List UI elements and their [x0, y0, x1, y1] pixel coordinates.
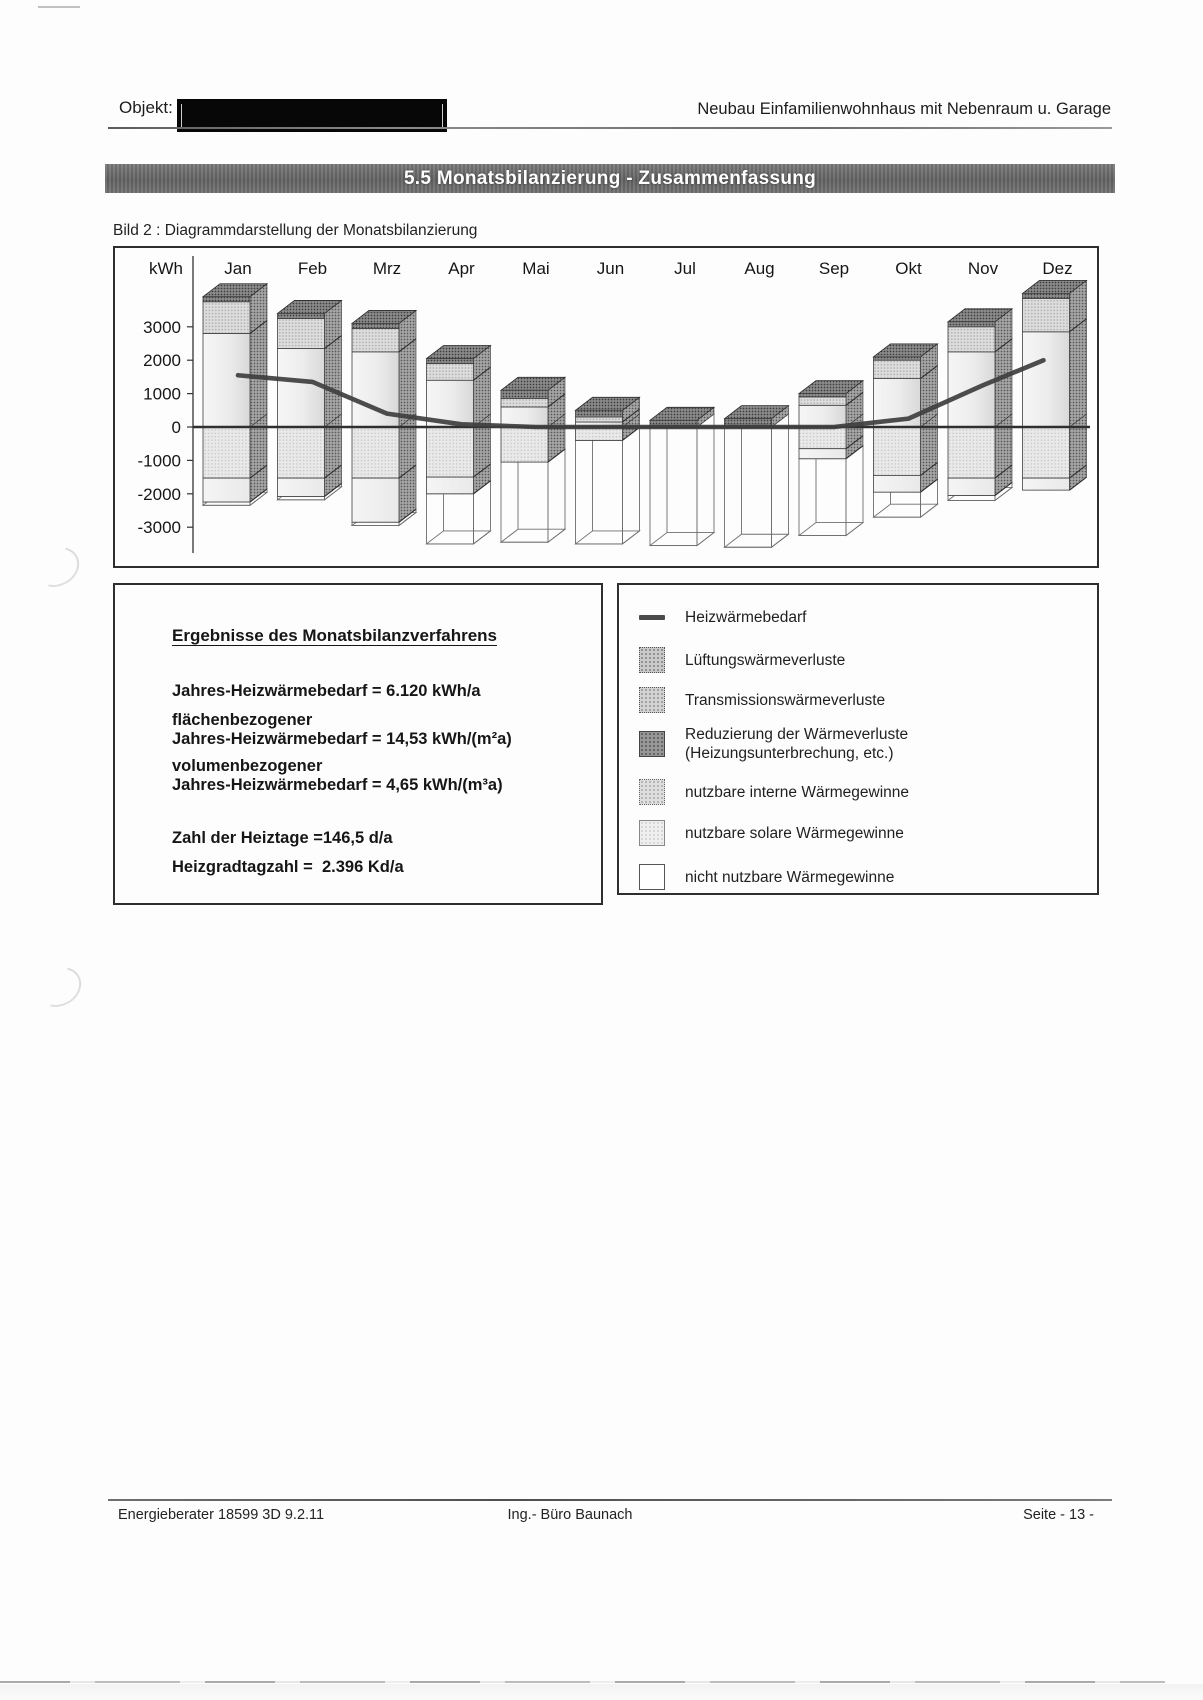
- svg-text:2000: 2000: [143, 351, 181, 371]
- svg-text:Mai: Mai: [522, 259, 550, 278]
- solar-swatch-icon: [639, 820, 665, 846]
- scan-artifact-bottom-fuzz: [0, 1684, 1203, 1700]
- heating-days: Zahl der Heiztage =146,5 d/a: [172, 829, 393, 847]
- scan-artifact-arc: [30, 959, 88, 1014]
- project-title: Neubau Einfamilienwohnhaus mit Nebenraum u. Garage: [697, 100, 1111, 118]
- objekt-label: Objekt:: [119, 98, 173, 117]
- legend-item-solare-waermegewinne: nutzbare solare Wärmegewinne: [639, 820, 904, 846]
- volume-related-heat-demand: volumenbezogener Jahres-Heizwärmebedarf = 4,65 kWh/(m³a): [172, 757, 503, 794]
- reduzierung-swatch-icon: [639, 731, 665, 757]
- svg-text:-2000: -2000: [137, 484, 181, 504]
- svg-text:1000: 1000: [143, 384, 181, 404]
- svg-text:0: 0: [171, 418, 181, 437]
- results-box: [113, 583, 603, 905]
- legend-item-heizwaermebedarf: Heizwärmebedarf: [639, 604, 806, 630]
- redaction-inner-line: [181, 104, 443, 129]
- legend-item-transmissionswaermeverluste: Transmissionswärmeverluste: [639, 687, 885, 713]
- svg-text:Jan: Jan: [224, 259, 252, 278]
- line-series-icon: [639, 604, 665, 630]
- heating-degree-days: Heizgradtagzahl = 2.396 Kd/a: [172, 858, 404, 876]
- legend-item-interne-waermegewinne: nutzbare interne Wärmegewinne: [639, 779, 909, 805]
- intern-swatch-icon: [639, 779, 665, 805]
- footer-page-number: Seite - 13 -: [1023, 1507, 1094, 1523]
- svg-text:Nov: Nov: [967, 259, 999, 278]
- lueftung-swatch-icon: [639, 647, 665, 673]
- legend-item-reduzierung: Reduzierung der Wärmeverluste (Heizungsunterbrechung, etc.): [639, 725, 908, 763]
- scan-artifact-arc: [28, 539, 86, 594]
- legend-item-lueftungswaermeverluste: Lüftungswärmeverluste: [639, 647, 845, 673]
- section-title-band: [105, 164, 1115, 193]
- scan-artifact-bottom-line: [0, 1681, 1165, 1683]
- svg-text:Mrz: Mrz: [372, 259, 402, 278]
- svg-text:-3000: -3000: [137, 518, 181, 538]
- svg-text:Okt: Okt: [895, 259, 922, 278]
- scan-artifact-top-dash: [38, 6, 80, 8]
- svg-text:Feb: Feb: [297, 259, 328, 278]
- svg-text:kWh: kWh: [149, 259, 183, 278]
- footer-office: Ing.- Büro Baunach: [507, 1507, 633, 1523]
- nicht-nutzbar-swatch-icon: [639, 864, 665, 890]
- footer-software: Energieberater 18599 3D 9.2.11: [118, 1507, 325, 1523]
- annual-heat-demand: Jahres-Heizwärmebedarf = 6.120 kWh/a: [172, 682, 481, 700]
- section-title: 5.5 Monatsbilanzierung - Zusammenfassung: [403, 167, 817, 189]
- svg-text:Sep: Sep: [818, 259, 850, 278]
- results-heading: Ergebnisse des Monatsbilanzverfahrens: [172, 626, 497, 645]
- monthly-balance-3d-bar-chart: [115, 248, 1097, 566]
- svg-text:Dez: Dez: [1042, 259, 1073, 278]
- svg-text:-1000: -1000: [137, 451, 181, 471]
- legend-item-nicht-nutzbare-waermegewinne: nicht nutzbare Wärmegewinne: [639, 864, 894, 890]
- svg-text:Apr: Apr: [448, 259, 475, 278]
- svg-text:Jul: Jul: [674, 259, 696, 278]
- svg-text:Jun: Jun: [596, 259, 625, 278]
- svg-text:3000: 3000: [143, 317, 181, 337]
- chart-frame: [113, 246, 1099, 568]
- footer-rule: [108, 1499, 1112, 1501]
- header-rule: [108, 127, 1112, 129]
- area-related-heat-demand: flächenbezogener Jahres-Heizwärmebedarf = 14,53 kWh/(m²a): [172, 711, 512, 748]
- svg-text:Aug: Aug: [744, 259, 775, 278]
- transmission-swatch-icon: [639, 687, 665, 713]
- figure-caption: Bild 2 : Diagrammdarstellung der Monatsbilanzierung: [113, 222, 478, 239]
- legend-box: [617, 583, 1099, 895]
